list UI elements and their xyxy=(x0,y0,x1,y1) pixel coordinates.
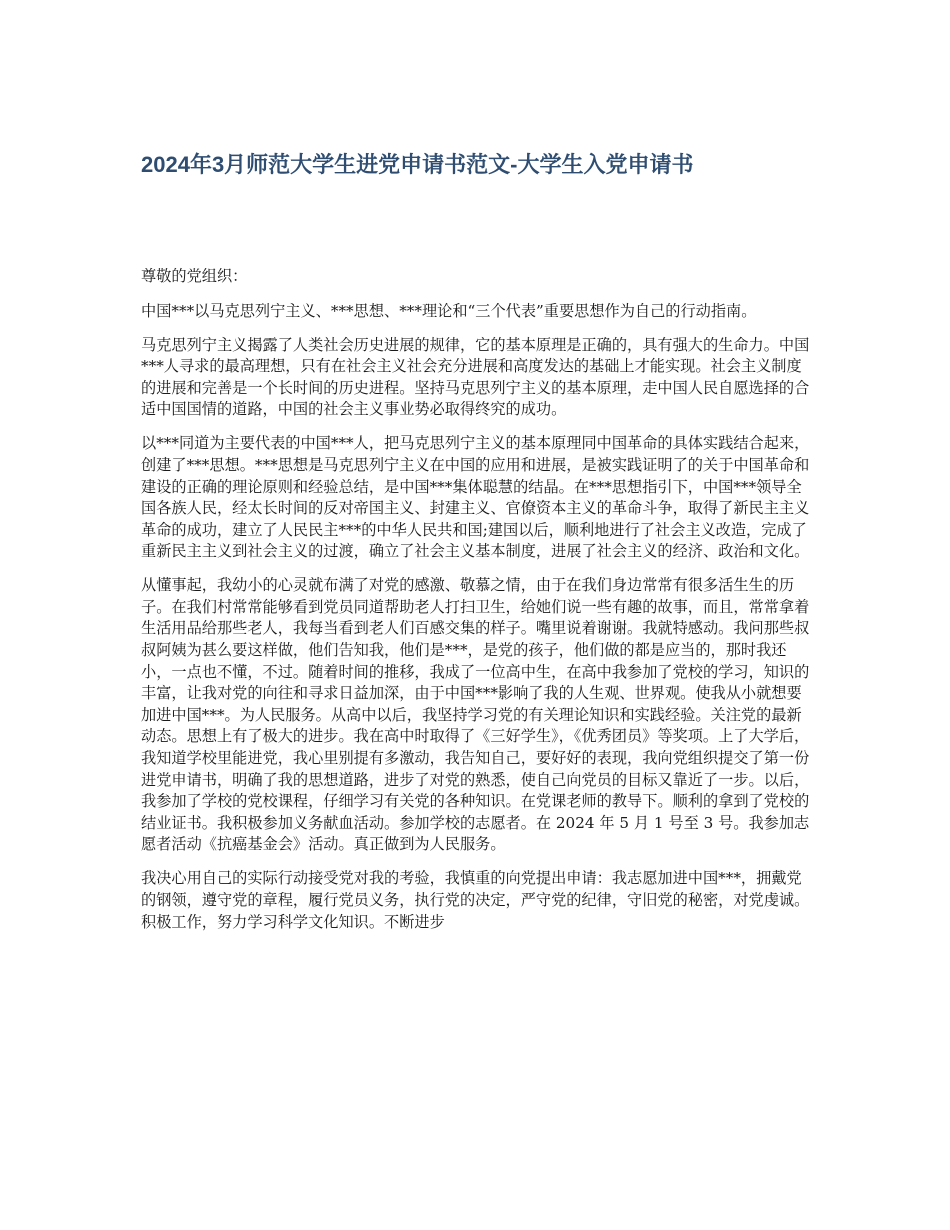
paragraph-5: 我决心用自己的实际行动接受党对我的考验，我慎重的向党提出申请：我志愿加进中国***，拥戴党的钢领，遵守党的章程，履行党员义务，执行党的决定，严守党的纪律，守旧党的秘密，对党虔诚。积极工作，努力学习科学文化知识。不断进步 xyxy=(141,869,810,931)
salutation: 尊敬的党组织： xyxy=(141,267,248,285)
page-title: 2024年3月师范大学生进党申请书范文-大学生入党申请书 xyxy=(141,152,694,177)
paragraph-4: 从懂事起，我幼小的心灵就布满了对党的感激、敬慕之情，由于在我们身边常常有很多活生生的历子。在我们村常常能够看到党员同道帮助老人打扫卫生，给她们说一些有趣的故事，而且，常常拿着生活用品给那些老人，我每当看到老人们百感交集的样子。嘴里说着谢谢。我就特感动。我问那些叔叔阿姨为甚么要这样做，他们告知我，他们是***，是党的孩子，他们做的都是应当的，那时我还小，一点也不懂，不过。随着时间的推移，我成了一位高中生，在高中我参加了党校的学习，知识的丰富，让我对党的向往和寻求日益加深，由于中国***影响了我的人生观、世界观。使我从小就想要加进中国***。为人民服务。从高中以后，我坚持学习党的有关理论知识和实践经验。关注党的最新动态。思想上有了极大的进步。我在高中时取得了《三好学生》，《优秀团员》等奖项。上了大学后，我知道学校里能进党，我心里别提有多激动，我告知自己，要好好的表现，我向党组织提交了第一份进党申请书，明确了我的思想道路，进步了对党的熟悉，使自己向党员的目标又靠近了一步。以后，我参加了学校的党校课程，仔细学习有关党的各种知识。在党课老师的教导下。顺利的拿到了党校的结业证书。我积极参加义务献血活动。参加学校的志愿者。在 2024 年 5 月 1 号至 3 号。我参加志愿者活动《抗癌基金会》活动。真正做到为人民服务。 xyxy=(141,576,810,854)
paragraph-3: 以***同道为主要代表的中国***人，把马克思列宁主义的基本原理同中国革命的具体实践结合起来，创建了***思想。***思想是马克思列宁主义在中国的应用和进展，是被实践证明了的关于中国革命和建设的正确的理论原则和经验总结，是中国***集体聪慧的结晶。在***思想指引下，中国***领导全国各族人民，经太长时间的反对帝国主义、封建主义、官僚资本主义的革命斗争，取得了新民主主义革命的成功，建立了人民民主***的中华人民共和国;建国以后，顺利地进行了社会主义改造，完成了重新民主主义到社会主义的过渡，确立了社会主义基本制度，进展了社会主义的经济、政治和文化。 xyxy=(141,434,810,561)
paragraph-2: 马克思列宁主义揭露了人类社会历史进展的规律，它的基本原理是正确的，具有强大的生命力。中国***人寻求的最高理想，只有在社会主义社会充分进展和高度发达的基础上才能实现。社会主义制度的进展和完善是一个长时间的历史进程。坚持马克思列宁主义的基本原理，走中国人民自愿选择的合适中国国情的道路，中国的社会主义事业势必取得终究的成功。 xyxy=(141,335,810,419)
paragraph-1: 中国***以马克思列宁主义、***思想、***理论和“三个代表”重要思想作为自己的行动指南。 xyxy=(141,301,757,320)
document-body xyxy=(141,266,811,946)
